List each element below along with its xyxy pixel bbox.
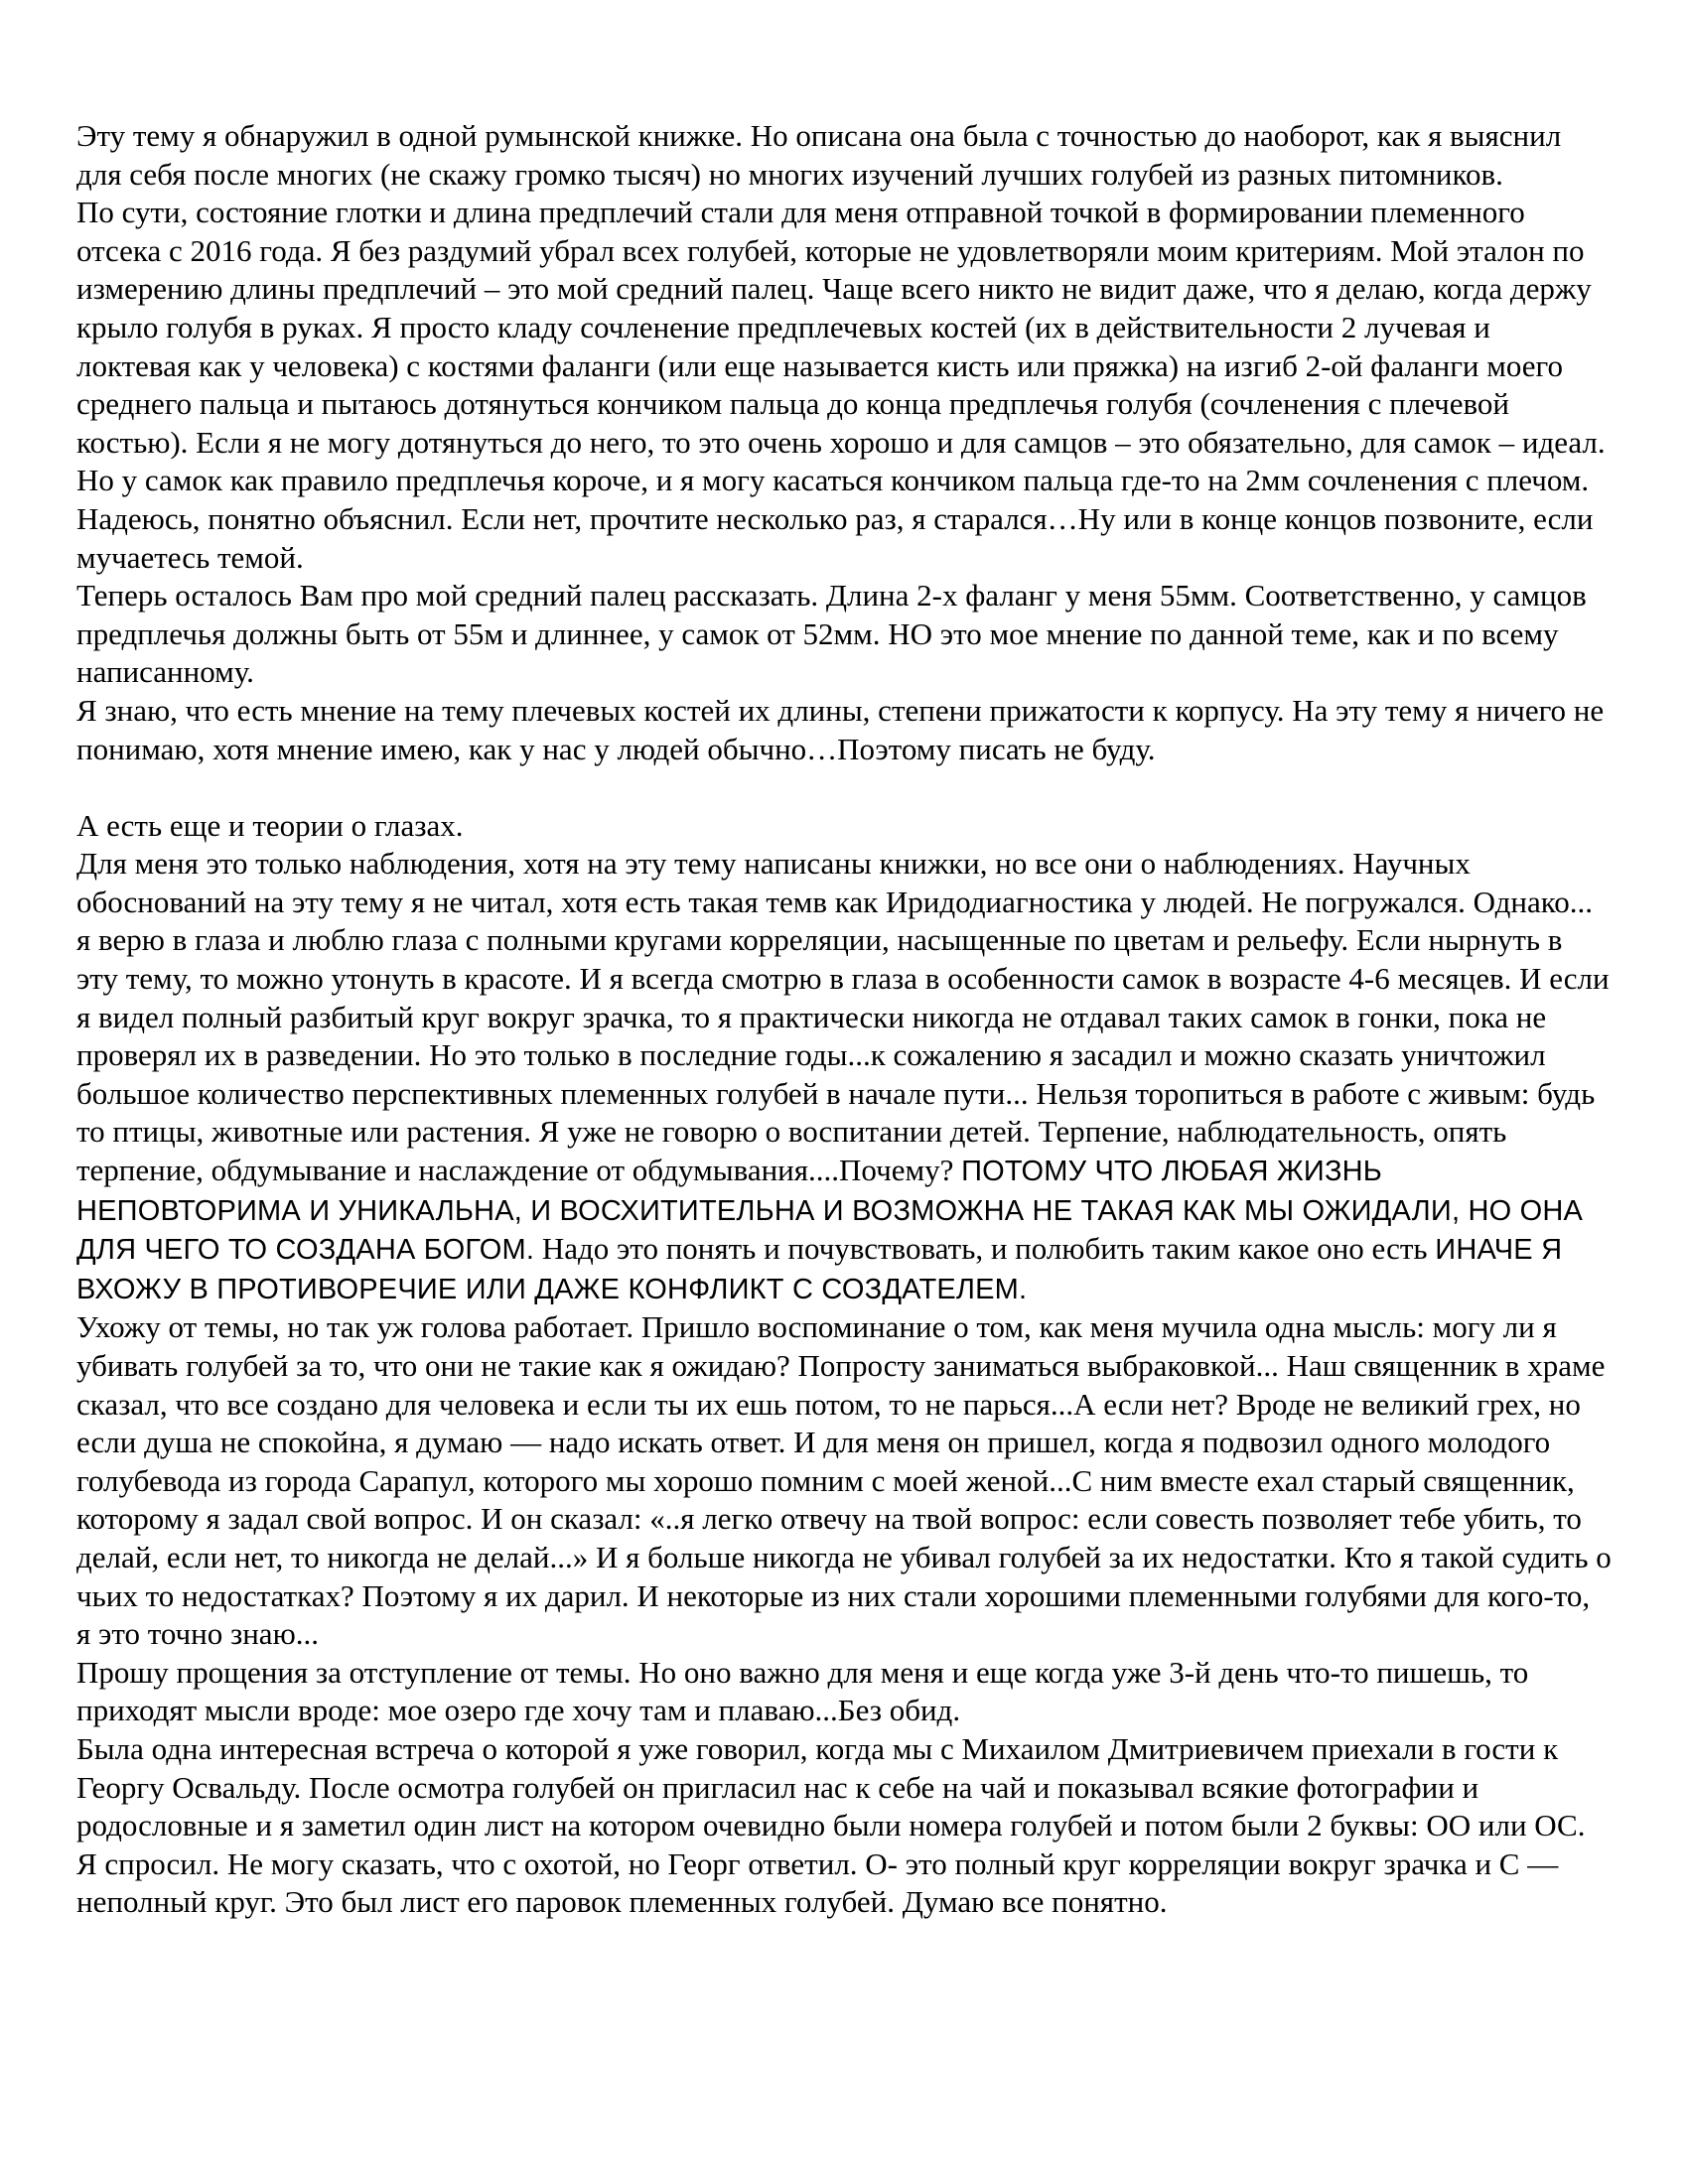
document-body [76,117,1612,1922]
paragraph-finger-length: Теперь осталось Вам про мой средний палец рассказать. Длина 2-х фаланг у меня 55мм. Соответственно, у самцов предплечья должны быть от 55м и длиннее, у самок от 52мм. НО это мое мнение по данной теме, как и по всему написанному. [76,578,1587,690]
caps-statement-creator: ИНАЧЕ Я ВХОЖУ В ПРОТИВОРЕЧИЕ ИЛИ ДАЖЕ КОНФЛИКТ С СОЗДАТЕЛЕМ. [76,1234,1563,1305]
caps-statement-life: ПОТОМУ ЧТО ЛЮБАЯ ЖИЗНЬ НЕПОВТОРИМА И УНИКАЛЬНА, И ВОСХИТИТЕЛЬНА И ВОЗМОЖНА НЕ ТАКАЯ КАК МЫ ОЖИДАЛИ, НО ОНА ДЛЯ ЧЕГО ТО СОЗДАНА БОГОМ. [76,1156,1584,1267]
eye-observations-text: Для меня это только наблюдения, хотя на эту тему написаны книжки, но все они о наблюдениях. Научных обоснований на эту тему я не читал, хотя есть такая темв как Иридодиагностика у людей. Не погружался. Однако... я верю в глаза и люблю глаза с полными кругами корреляции, насыщенные по цветам и рельефу. Если нырнуть в эту тему, то можно утонуть в красоте. И я всегда смотрю в глаза в особенности самок в возрасте 4-6 месяцев. И если я видел полный разбитый круг вокруг зрачка, то я практически никогда не отдавал таких самок в гонки, пока не проверял их в разведении. Но это только в последние годы...к сожалению я засадил и можно сказать уничтожил большое количество перспективных племенных голубей в начале пути... Нельзя торопиться в работе с живым: будь то птицы, животные или растения. Я уже не говорю о воспитании детей. Терпение, наблюдательность, опять терпение, обдумывание и наслаждение от обдумывания....Почему? [76,846,1610,1188]
paragraph-digression-culling: Ухожу от темы, но так уж голова работает. Пришло воспоминание о том, как меня мучила одна мысль: могу ли я убивать голубей за то, что они не такие как я ожидаю? Попросту заниматься выбраковкой... Наш священник в храме сказал, что все создано для человека и если ты их ешь потом, то не парься...А если нет? Вроде не великий грех, но если душа не спокойна, я думаю — надо искать ответ. И для меня он пришел, когда я подвозил одного молодого голубевода из города Сарапул, которого мы хорошо помним с моей женой...С ним вместе ехал старый священник, которому я задал свой вопрос. И он сказал: «..я легко отвечу на твой вопрос: если совесть позволяет тебе убить, то делай, если нет, то никогда не делай...» И я больше никогда не убивал голубей за их недостатки. Кто я такой судить о чьих то недостатках? Поэтому я их дарил. И некоторые из них стали хорошими племенными голубями для кого-то, я это точно знаю... [76,1309,1612,1652]
paragraph-apology: Прошу прощения за отступление от темы. Но оно важно для меня и еще когда уже 3-й день что-то пишешь, то приходят мысли вроде: мое озеро где хочу там и плаваю...Без обид. [76,1654,1529,1728]
paragraph-romanian-book: Эту тему я обнаружил в одной румынской книжке. Но описана она была с точностью до наоборот, как я выяснил для себя после многих (не скажу громко тысяч) но многих изучений лучших голубей из разных питомников. [76,118,1562,192]
paragraph-shoulder-bones: Я знаю, что есть мнение на тему плечевых костей их длины, степени прижатости к корпусу. На эту тему я ничего не понимаю, хотя мнение имею, как у нас у людей обычно…Поэтому писать не буду. [76,692,1605,766]
paragraph-georg-oswald-meeting: Была одна интересная встреча о которой я уже говорил, когда мы с Михаилом Дмитриевичем приехали в гости к Георгу Освальду. После осмотра голубей он пригласил нас к себе на чай и показывал всякие фотографии и родословные и я заметил один лист на котором очевидно были номера голубей и потом были 2 буквы: ОО или ОС. Я спросил. Не могу сказать, что с охотой, но Георг ответил. О- это полный круг корреляции вокруг зрачка и С — неполный круг. Это был лист его паровок племенных голубей. Думаю все понятно. [76,1730,1586,1920]
understand-statement-text: Надо это понять и почувствовать, и полюбить таким какое оно есть [541,1231,1428,1267]
paragraph-spacer [76,768,1612,807]
paragraph-eye-theories-heading: А есть еще и теории о глазах. [76,807,464,843]
paragraph-forearm-measurement: По сути, состояние глотки и длина предплечий стали для меня отправной точкой в формировании племенного отсека с 2016 года. Я без раздумий убрал всех голубей, которые не удовлетворяли моим критериям. Мой эталон по измерению длины предплечий – это мой средний палец. Чаще всего никто не видит даже, что я делаю, когда держу крыло голубя в руках. Я просто кладу сочленение предплечевых костей (их в действительности 2 лучевая и локтевая как у человека) с костями фаланги (или еще называется кисть или пряжка) на изгиб 2-ой фаланги моего среднего пальца и пытаюсь дотянуться кончиком пальца до конца предплечья голубя (сочленения с плечевой костью). Если я не могу дотянуться до него, то это очень хорошо и для самцов – это обязательно, для самок – идеал. Но у самок как правило предплечья короче, и я могу касаться кончиком пальца где-то на 2мм сочленения с плечом. Надеюсь, понятно объяснил. Если нет, прочтите несколько раз, я старался…Ну или в конце концов позвоните, если мучаетесь темой. [76,195,1606,575]
paragraph-eye-observations [76,845,1612,1308]
